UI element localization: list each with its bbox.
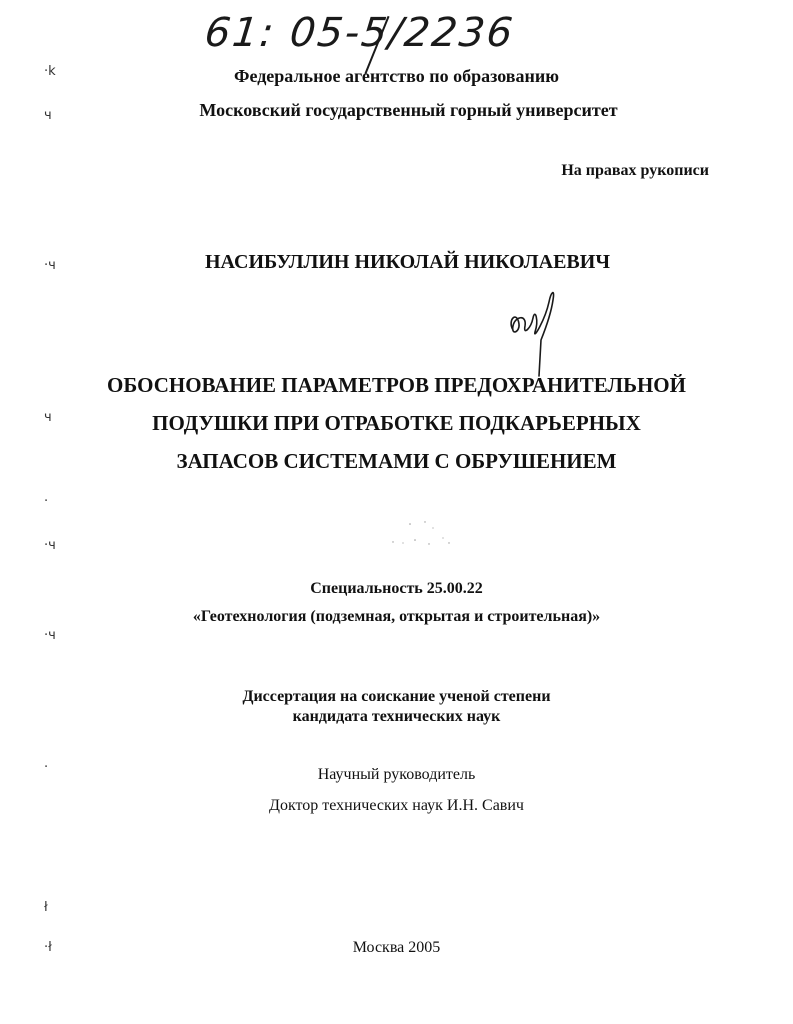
city-year: Москва 2005 (352, 939, 441, 956)
margin-mark: ч (44, 108, 52, 123)
specialty-name: «Геотехнология (подземная, открытая и строительная)» (192, 608, 601, 625)
margin-mark: ·ч (44, 628, 56, 643)
specialty-code: Специальность 25.00.22 (310, 580, 483, 597)
margin-mark: ·ч (44, 538, 56, 553)
margin-mark: ·k (44, 64, 56, 79)
scan-speckle (385, 518, 455, 552)
title-line-3: ЗАПАСОВ СИСТЕМАМИ С ОБРУШЕНИЕМ (176, 449, 617, 473)
dissertation-line-2: кандидата технических наук (292, 708, 501, 725)
signature-icon (505, 280, 565, 380)
margin-mark: ч (44, 410, 52, 425)
title-line-1: ОБОСНОВАНИЕ ПАРАМЕТРОВ ПРЕДОХРАНИТЕЛЬНОЙ (107, 373, 686, 397)
author-name: НАСИБУЛЛИН НИКОЛАЙ НИКОЛАЕВИЧ (205, 251, 610, 273)
title-line-2: ПОДУШКИ ПРИ ОТРАБОТКЕ ПОДКАРЬЕРНЫХ (152, 411, 641, 435)
rights-note: На правах рукописи (561, 162, 709, 179)
archive-stamp: 61: 05-5/2236 (202, 10, 517, 56)
margin-mark: ·ч (44, 258, 56, 273)
advisor-name: Доктор технических наук И.Н. Савич (269, 797, 524, 814)
university-heading: Московский государственный горный университет (199, 100, 618, 120)
margin-mark: · (44, 494, 49, 509)
margin-mark: ł (44, 900, 48, 915)
advisor-label: Научный руководитель (317, 766, 476, 783)
margin-mark: · (44, 760, 49, 775)
agency-heading: Федеральное агентство по образованию (233, 66, 560, 86)
dissertation-line-1: Диссертация на соискание ученой степени (242, 688, 551, 705)
margin-mark: ·ł (44, 940, 52, 955)
